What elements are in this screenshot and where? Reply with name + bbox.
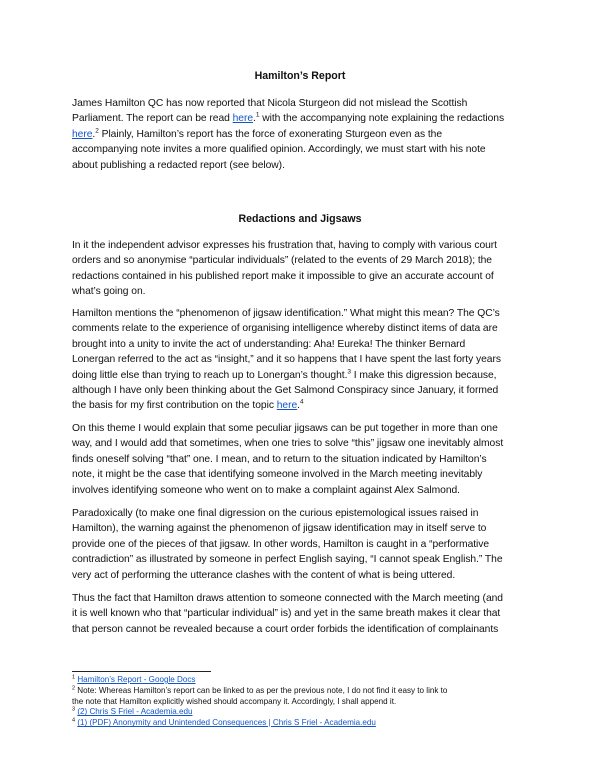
paragraph-paradox	[72, 506, 530, 583]
report-link[interactable]: here	[232, 113, 254, 125]
text-line: provide one of the pieces of that jigsaw. In other words, Hamilton is caught in a “performative	[72, 538, 490, 550]
text-line: brought into a unity to invite the act of understanding: Aha! Eureka! The thinker Bernard	[72, 338, 466, 350]
text-line: redactions contained in his published report make it impossible to give an accurate account of	[72, 270, 494, 282]
contribution-link[interactable]: here	[276, 400, 298, 412]
text-line: Thus the fact that Hamilton draws attention to someone connected with the March meeting (and	[72, 593, 503, 604]
footnote-2: $^2$ Note: Whereas Hamilton’s report can be linked to as per the previous note, I do not find it easy to link to	[72, 685, 448, 695]
text-line: although I have only been thinking about the Get Salmond Conspiracy since January, it formed	[72, 385, 499, 397]
text-line: James Hamilton QC has now reported that Nicola Sturgeon did not mislead the Scottish	[72, 98, 468, 109]
text-line: orders and so anonymise “particular individuals” (related to the events of 29 March 2018); the	[72, 255, 492, 267]
footnote-link-1[interactable]: Hamilton’s Report - Google Docs	[77, 675, 196, 684]
paragraph-theme	[72, 421, 530, 498]
footnote-ref-1[interactable]: 1	[255, 111, 260, 119]
text-line: Hamilton), the warning against the phenomenon of jigsaw identification may in itself serve to	[72, 523, 487, 535]
text-line: involves identifying someone who went on to make a complaint against Alex Salmond.	[72, 484, 460, 496]
text-line: Parliament. The report can be read here.$^1$ with the accompanying note explaining the redactions	[72, 111, 505, 125]
text-line: Paradoxically (to make one final digression on the curious epistemological issues raised in	[72, 508, 479, 519]
text-line: about publishing a redacted report (see below).	[72, 159, 285, 171]
text-line: it is well known who that “particular individual” is) and yet in the same breath makes it clear that	[72, 608, 501, 620]
text-line: doing little else than trying to reach up to Lonergan’s thought.$^3$ I make this digression because,	[72, 368, 497, 381]
footnotes	[72, 675, 532, 729]
text-line: On this theme I would explain that some peculiar jigsaws can be put together in more than one	[72, 423, 498, 434]
text-line: very act of performing the utterance clashes with the content of what is being uttered.	[72, 569, 456, 581]
text-line: contradiction” as illustrated by someone in perfect English saying, “I cannot speak English.” The	[72, 554, 503, 566]
text-line: what’s going on.	[72, 286, 146, 298]
footnote-ref-3[interactable]: 3	[347, 368, 351, 376]
text-line: accompanying note invites a more qualified opinion. Accordingly, we must start with his note	[72, 144, 486, 156]
text-line: note, it might be the case that identifying someone involved in the March meeting inevitably	[72, 469, 483, 481]
footnote-1: $^1$ Hamilton’s Report - Google Docs	[72, 674, 196, 684]
text-line: In it the independent advisor expresses his frustration that, having to comply with various court	[72, 240, 497, 251]
document-title: Hamilton’s Report	[254, 70, 346, 82]
text-line: Lonergan referred to the act as “insight,” and it so happens that I have spent the last forty years	[72, 354, 501, 366]
text-line: Hamilton mentions the “phenomenon of jigsaw identification.” What might this mean? The QC’s	[72, 308, 500, 319]
section-heading: Redactions and Jigsaws	[238, 213, 362, 225]
text-line: finds oneself solving “that” one. I mean, and to return to the situation indicated by Hamilton’s	[72, 453, 487, 465]
footnote-3: $^3$ (2) Chris S Friel - Academia.edu	[72, 706, 193, 717]
note-link[interactable]: here	[72, 128, 93, 140]
paragraph-redactions	[72, 238, 530, 300]
paragraph-jigsaw	[72, 306, 530, 414]
footnote-link-3[interactable]: (2) Chris S Friel - Academia.edu	[77, 707, 193, 717]
text-line: the basis for my first contribution on the topic here.$^4$	[72, 399, 304, 412]
intro-paragraph	[72, 96, 530, 173]
paragraph-conclusion	[72, 591, 530, 637]
text-line: way, and I would add that sometimes, when one tries to solve “this” jigsaw one inevitably almost	[72, 438, 504, 450]
footnote-4: $^4$ (1) (PDF) Anonymity and Unintended Consequences | Chris S Friel - Academia.edu	[72, 717, 376, 728]
footnote-2-cont: the note that Hamilton explicitly wished should accompany it. Accordingly, I shall append it.	[72, 696, 397, 706]
text-line: here.$^2$ Plainly, Hamilton’s report has the force of exonerating Sturgeon even as the	[72, 127, 443, 140]
footnote-ref-4[interactable]: 4	[299, 399, 304, 407]
text-line: that person cannot be revealed because a court order forbids the identification of complainants	[72, 623, 499, 635]
footnote-divider	[72, 671, 211, 672]
text-line: comments relate to the experience of organising intelligence whereby distinct items of data are	[72, 323, 498, 335]
footnote-link-4[interactable]: (1) (PDF) Anonymity and Unintended Consequences | Chris S Friel - Academia.edu	[77, 718, 376, 728]
footnote-ref-2[interactable]: 2	[95, 127, 99, 135]
